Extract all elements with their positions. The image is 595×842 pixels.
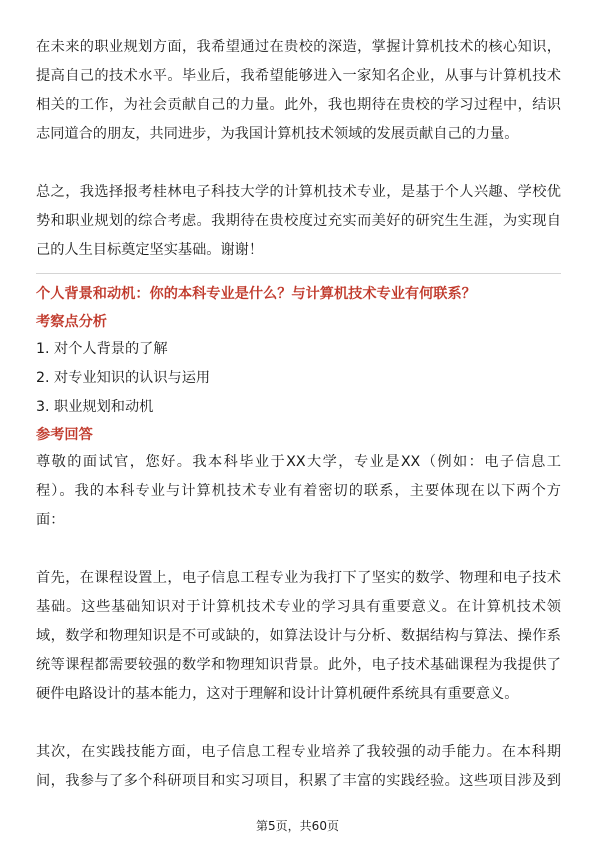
text-line: 提高自己的技术水平。毕业后，我希望能够进入一家知名企业，从事与计算机技术 bbox=[36, 68, 561, 84]
analysis-item: 1. 对个人背景的了解 bbox=[36, 341, 168, 357]
page-content bbox=[36, 33, 561, 796]
text-line: 域，数学和物理知识是不可或缺的，如算法设计与分析、数据结构与算法、操作系 bbox=[36, 628, 561, 644]
text-line: 其次，在实践技能方面，电子信息工程专业培养了我较强的动手能力。在本科期 bbox=[36, 744, 561, 760]
paragraph-answer-practice bbox=[36, 738, 561, 796]
analysis-item: 3. 职业规划和动机 bbox=[36, 399, 154, 415]
paragraph-career-plan bbox=[36, 33, 561, 149]
text-line: 首先，在课程设置上，电子信息工程专业为我打下了坚实的数学、物理和电子技术 bbox=[36, 570, 561, 586]
analysis-heading: 考察点分析 bbox=[36, 314, 107, 330]
text-line: 程）。我的本科专业与计算机技术专业有着密切的联系，主要体现在以下两个方 bbox=[36, 483, 561, 499]
text-line: 志同道合的朋友，共同进步，为我国计算机技术领域的发展贡献自己的力量。 bbox=[36, 126, 519, 142]
text-line: 相关的工作，为社会贡献自己的力量。此外，我也期待在贵校的学习过程中，结识 bbox=[36, 97, 561, 113]
text-line: 尊敬的面试官，您好。我本科毕业于XX大学，专业是XX（例如：电子信息工 bbox=[36, 454, 561, 470]
paragraph-conclusion bbox=[36, 178, 561, 265]
paragraph-gap bbox=[36, 709, 561, 738]
paragraph-answer-courses bbox=[36, 564, 561, 709]
paragraph-gap bbox=[36, 535, 561, 564]
page-footer: 第5页，共60页 bbox=[256, 819, 339, 833]
text-line: 己的人生目标奠定坚实基础。谢谢！ bbox=[36, 242, 264, 258]
paragraph-gap bbox=[36, 149, 561, 178]
analysis-item: 2. 对专业知识的认识与运用 bbox=[36, 370, 211, 386]
answer-heading: 参考回答 bbox=[36, 427, 93, 443]
text-line: 基础。这些基础知识对于计算机技术专业的学习具有重要意义。在计算机技术领 bbox=[36, 599, 561, 615]
text-line: 总之，我选择报考桂林电子科技大学的计算机技术专业，是基于个人兴趣、学校优 bbox=[36, 184, 561, 200]
text-line: 面： bbox=[36, 512, 65, 528]
question-title: 个人背景和动机：你的本科专业是什么？与计算机技术专业有何联系？ bbox=[36, 286, 476, 302]
paragraph-answer-intro bbox=[36, 448, 561, 535]
text-line: 间，我参与了多个科研项目和实习项目，积累了丰富的实践经验。这些项目涉及到 bbox=[36, 773, 561, 789]
text-line: 势和职业规划的综合考虑。我期待在贵校度过充实而美好的研究生生涯，为实现自 bbox=[36, 213, 561, 229]
text-line: 硬件电路设计的基本能力，这对于理解和设计计算机硬件系统具有重要意义。 bbox=[36, 686, 519, 702]
section-divider bbox=[36, 273, 561, 274]
text-line: 在未来的职业规划方面，我希望通过在贵校的深造，掌握计算机技术的核心知识， bbox=[36, 39, 561, 55]
text-line: 统等课程都需要较强的数学和物理知识背景。此外，电子技术基础课程为我提供了 bbox=[36, 657, 561, 673]
